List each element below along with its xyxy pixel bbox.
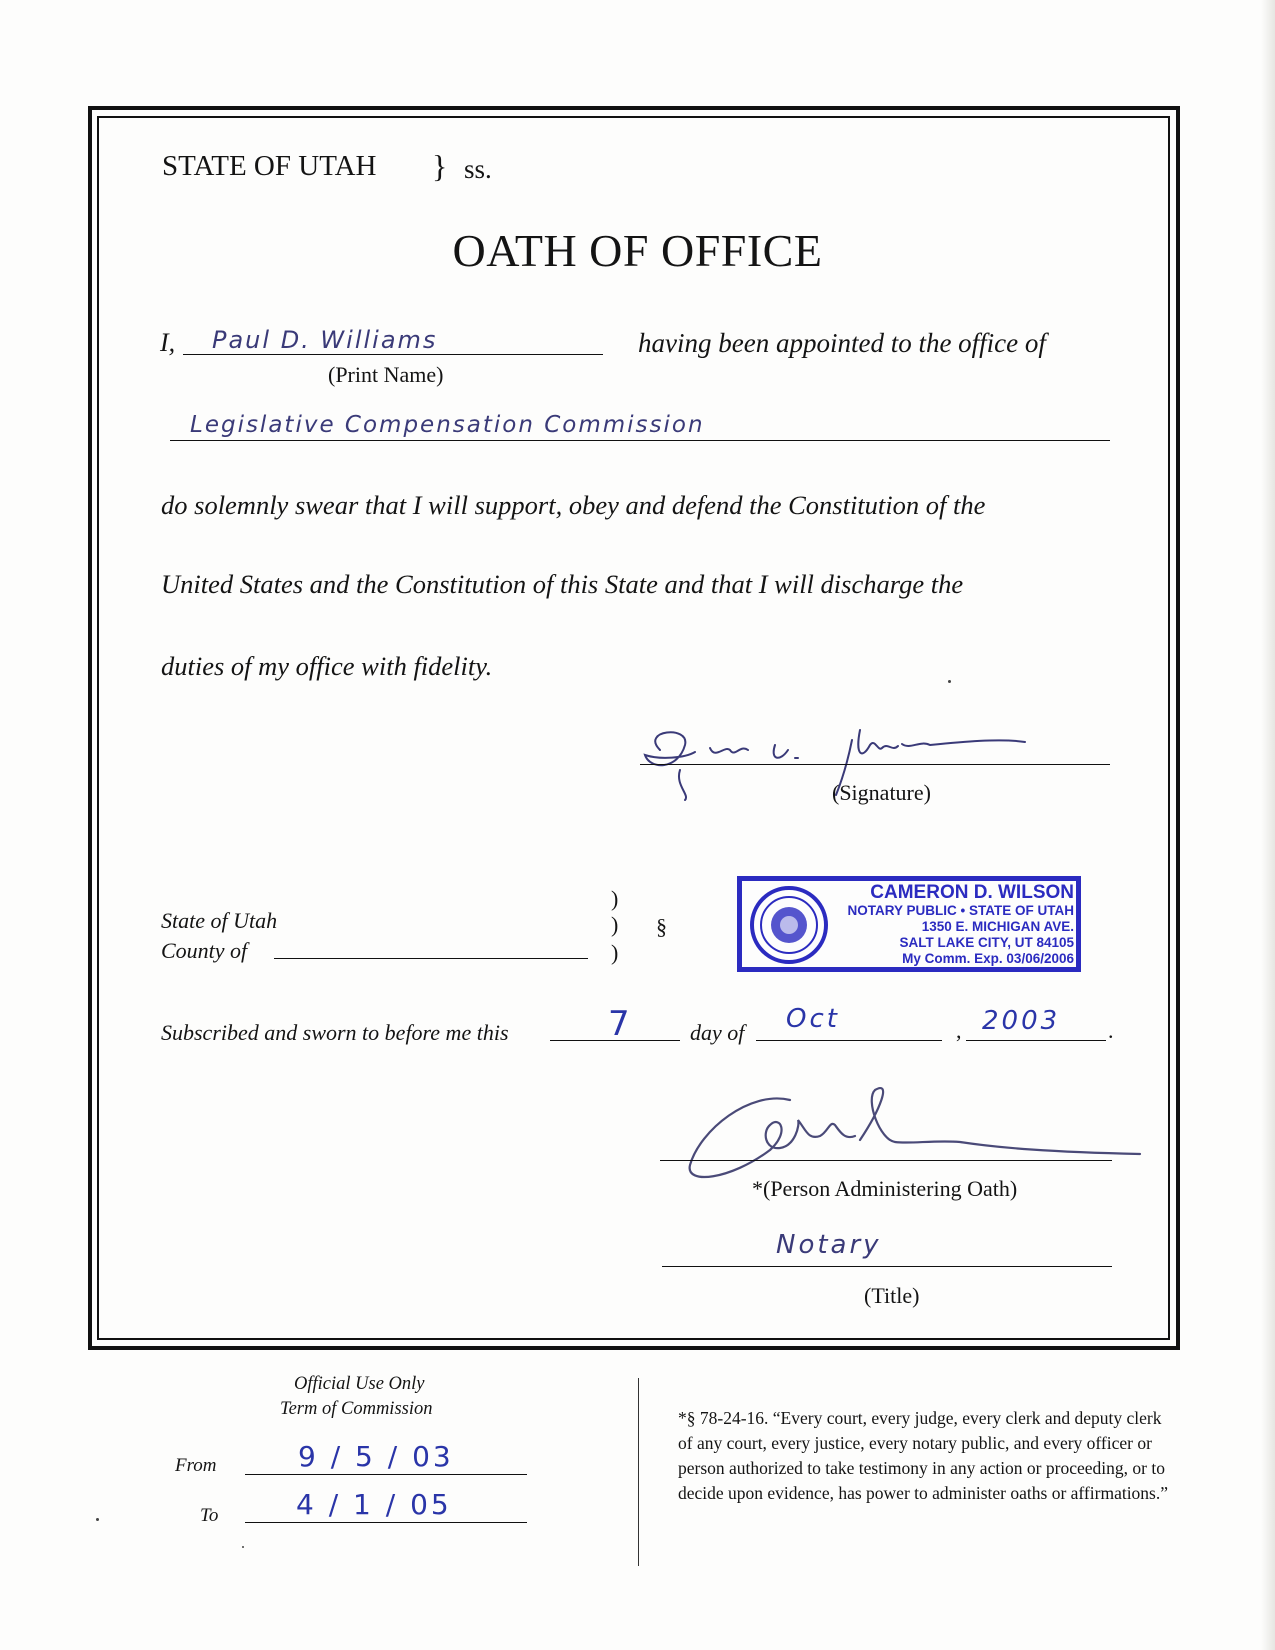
title-field[interactable]: Notary xyxy=(776,1230,882,1260)
stamp-line-2: NOTARY PUBLIC • STATE OF UTAH xyxy=(847,903,1074,918)
from-label: From xyxy=(175,1455,217,1476)
administering-line xyxy=(660,1160,1112,1161)
stamp-line-3: 1350 E. MICHIGAN AVE. xyxy=(921,919,1074,934)
section-symbol: § xyxy=(656,914,667,939)
stamp-line-4: SALT LAKE CITY, UT 84105 xyxy=(899,935,1074,950)
paren-1: ) xyxy=(611,886,619,911)
to-line xyxy=(245,1522,527,1523)
oath-line-1: do solemnly swear that I will support, obey and defend the Constitution of the xyxy=(161,490,986,520)
print-name-label: (Print Name) xyxy=(328,362,444,387)
from-field[interactable]: 9 / 5 / 03 xyxy=(298,1440,454,1473)
speck-mark-2 xyxy=(96,1518,99,1521)
venue-brace: } xyxy=(432,148,448,184)
signature-line xyxy=(640,764,1110,765)
date-comma: , xyxy=(956,1018,962,1043)
to-field[interactable]: 4 / 1 / 05 xyxy=(296,1488,452,1521)
to-label: To xyxy=(200,1505,219,1526)
from-line xyxy=(245,1474,527,1475)
office-line xyxy=(170,440,1110,441)
year-field[interactable]: 2003 xyxy=(982,1006,1061,1036)
print-name-line xyxy=(183,354,603,355)
month-field[interactable]: Oct xyxy=(786,1004,840,1034)
oath-line-2: United States and the Constitution of this State and that I will discharge the xyxy=(161,569,964,599)
print-name-field[interactable]: Paul D. Williams xyxy=(212,326,438,354)
paren-3: ) xyxy=(611,940,619,965)
venue-heading: STATE OF UTAH xyxy=(162,150,377,182)
venue-ss: ss. xyxy=(464,154,492,184)
speck-mark xyxy=(948,680,951,683)
footer-divider xyxy=(638,1378,639,1566)
signature-label: (Signature) xyxy=(832,780,931,805)
official-use-heading: Official Use Only xyxy=(294,1374,425,1394)
county-label: County of xyxy=(161,938,248,963)
year-line xyxy=(966,1040,1106,1041)
date-period: . xyxy=(1108,1018,1114,1043)
statute-footnote: *§ 78-24-16. “Every court, every judge, every clerk and deputy clerk of any court, every justice, every notary public, and every officer or person authorized to take testimony in any action or proceeding, or to decide upon evidence, has power to administer oaths or affirmations.” xyxy=(678,1408,1169,1503)
stamp-name: CAMERON D. WILSON xyxy=(870,882,1074,903)
stamp-line-5: My Comm. Exp. 03/06/2006 xyxy=(902,951,1074,966)
office-field[interactable]: Legislative Compensation Commission xyxy=(190,412,705,438)
paren-2: ) xyxy=(611,912,619,937)
appointed-text: having been appointed to the office of xyxy=(638,328,1046,358)
page-title: OATH OF OFFICE xyxy=(452,225,823,276)
month-line xyxy=(756,1040,942,1041)
i-prefix: I, xyxy=(160,328,176,357)
oath-line-3: duties of my office with fidelity. xyxy=(161,651,493,681)
notary-stamp xyxy=(737,876,1081,972)
sworn-prefix: Subscribed and sworn to before me this xyxy=(161,1020,509,1045)
notary-seal-icon xyxy=(748,885,830,965)
official-use-subheading: Term of Commission xyxy=(280,1399,433,1419)
title-line xyxy=(662,1266,1112,1267)
title-label: (Title) xyxy=(864,1283,920,1308)
state-label: State of Utah xyxy=(161,908,278,933)
speck-mark-3 xyxy=(242,1546,244,1548)
day-field[interactable]: 7 xyxy=(608,1004,633,1044)
day-of-label: day of xyxy=(690,1020,745,1045)
county-line[interactable] xyxy=(274,958,588,959)
administering-label: *(Person Administering Oath) xyxy=(752,1176,1018,1201)
